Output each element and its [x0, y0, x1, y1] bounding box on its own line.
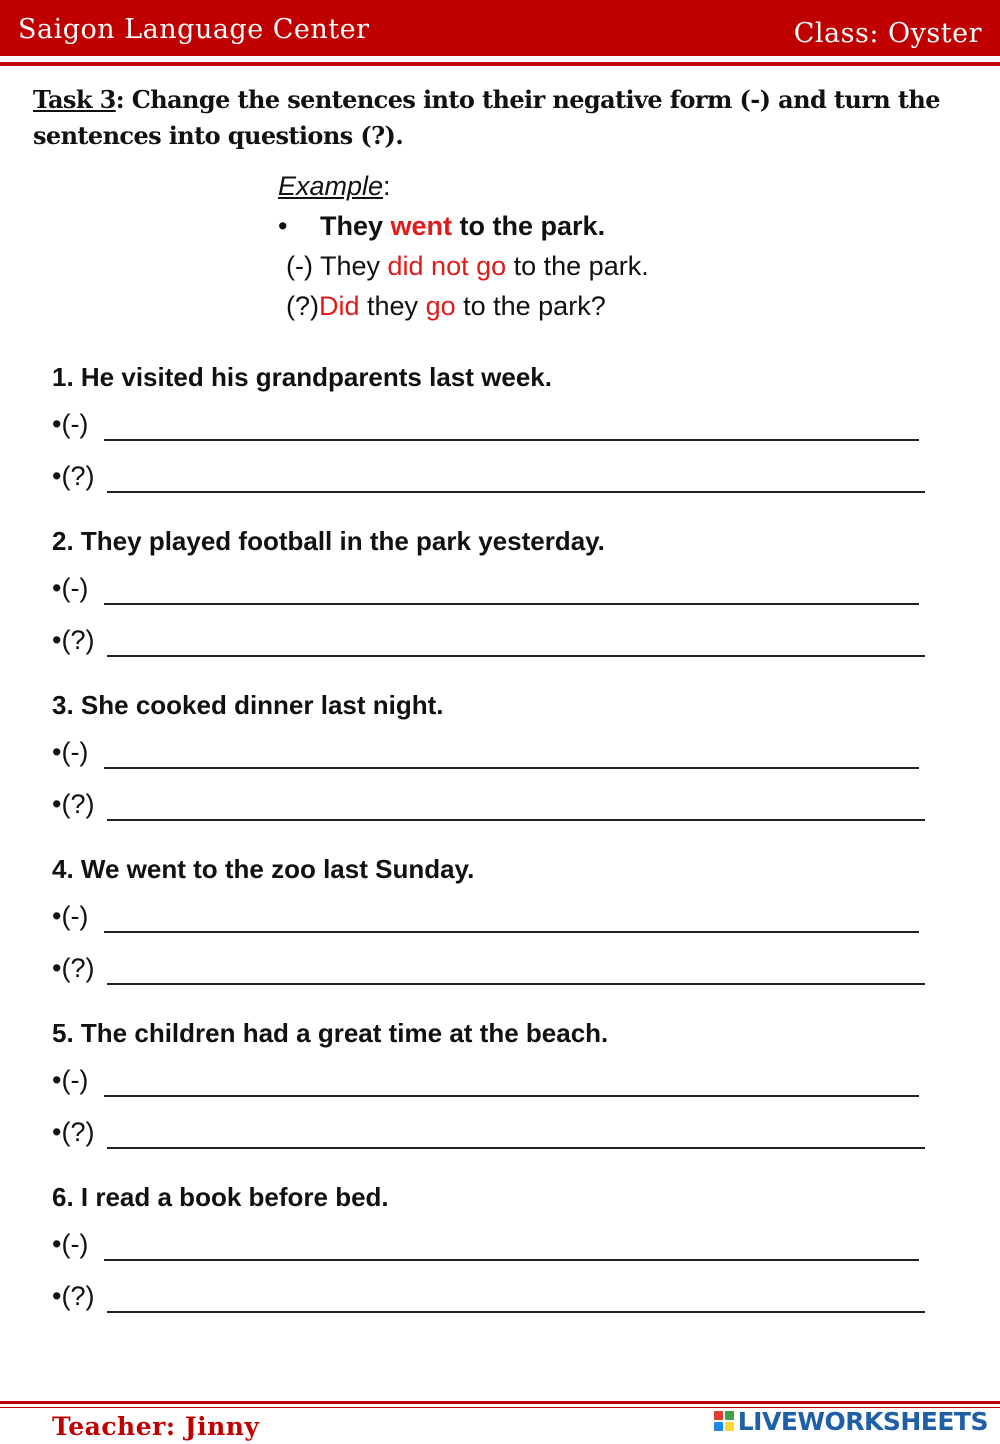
question-answer-field[interactable]	[52, 1267, 952, 1319]
question-answer-field[interactable]	[52, 939, 952, 991]
header-band	[0, 0, 1000, 56]
brand-text: LIVEWORKSHEETS	[737, 1406, 988, 1436]
example-question-marker: (?)	[286, 291, 319, 321]
negative-label: •(-)	[52, 1065, 89, 1095]
negative-label: •(-)	[52, 1229, 89, 1259]
exercise-sentence: 1. He visited his grandparents last week.	[52, 362, 552, 392]
exercise-item	[52, 1179, 952, 1319]
exercise-item	[52, 1015, 952, 1155]
answer-line[interactable]	[104, 767, 919, 769]
answer-line[interactable]	[104, 603, 919, 605]
question-label: •(?)	[52, 461, 95, 491]
question-answer-field[interactable]	[52, 611, 952, 663]
answer-line[interactable]	[107, 655, 925, 657]
exercise-sentence: 2. They played football in the park yesterday.	[52, 526, 605, 556]
class-label: Class: Oyster	[793, 18, 982, 49]
exercise-sentence: 6. I read a book before bed.	[52, 1182, 389, 1212]
answer-line[interactable]	[104, 1259, 919, 1261]
question-answer-field[interactable]	[52, 775, 952, 827]
negative-label: •(-)	[52, 573, 89, 603]
negative-answer-field[interactable]	[52, 1051, 952, 1103]
question-label: •(?)	[52, 1281, 95, 1311]
answer-line[interactable]	[104, 439, 919, 441]
example-sentence-verb: went	[390, 211, 453, 241]
logo-square	[714, 1422, 723, 1431]
example-block	[278, 166, 798, 326]
logo-square	[714, 1411, 723, 1420]
example-sentence-post: to the park.	[452, 211, 606, 241]
exercise-sentence: 4. We went to the zoo last Sunday.	[52, 854, 475, 884]
question-label: •(?)	[52, 789, 95, 819]
example-colon: :	[383, 171, 391, 201]
question-label: •(?)	[52, 1117, 95, 1147]
exercise-sentence: 5. The children had a great time at the beach.	[52, 1018, 609, 1048]
example-question-post: to the park?	[455, 291, 606, 321]
example-heading	[278, 166, 798, 206]
school-name: Saigon Language Center	[18, 14, 370, 45]
example-sentence	[278, 206, 798, 246]
exercise-item	[52, 523, 952, 663]
exercise-sentence: 3. She cooked dinner last night.	[52, 690, 444, 720]
negative-answer-field[interactable]	[52, 1215, 952, 1267]
exercise-item	[52, 851, 952, 991]
question-label: •(?)	[52, 953, 95, 983]
example-question-aux: Did	[319, 291, 360, 321]
question-answer-field[interactable]	[52, 1103, 952, 1155]
example-negative-verb: did not go	[387, 251, 507, 281]
task-text: : Change the sentences into their negative form (-) and turn the sentences into questions (?).	[33, 85, 940, 150]
answer-line[interactable]	[104, 1095, 919, 1097]
example-negative-marker: (-) They	[286, 251, 388, 281]
exercise-item	[52, 359, 952, 499]
liveworksheets-logo-icon	[714, 1411, 734, 1431]
answer-line[interactable]	[107, 819, 925, 821]
negative-label: •(-)	[52, 901, 89, 931]
exercise-item	[52, 687, 952, 827]
answer-line[interactable]	[104, 931, 919, 933]
negative-answer-field[interactable]	[52, 887, 952, 939]
answer-line[interactable]	[107, 983, 925, 985]
logo-square	[725, 1411, 734, 1420]
task-label: Task 3	[33, 85, 116, 114]
negative-answer-field[interactable]	[52, 559, 952, 611]
negative-label: •(-)	[52, 409, 89, 439]
example-question	[278, 286, 798, 326]
example-sentence-pre: They	[320, 211, 391, 241]
task-instruction	[33, 82, 973, 154]
question-label: •(?)	[52, 625, 95, 655]
bullet-icon: •	[278, 211, 288, 241]
liveworksheets-brand[interactable]	[714, 1403, 988, 1439]
answer-line[interactable]	[107, 1147, 925, 1149]
logo-square	[725, 1422, 734, 1431]
example-negative	[278, 246, 798, 286]
answer-line[interactable]	[107, 491, 925, 493]
header-divider	[0, 62, 1000, 66]
negative-answer-field[interactable]	[52, 723, 952, 775]
example-negative-post: to the park.	[506, 251, 649, 281]
question-answer-field[interactable]	[52, 447, 952, 499]
negative-answer-field[interactable]	[52, 395, 952, 447]
example-title: Example	[278, 171, 384, 201]
answer-line[interactable]	[107, 1311, 925, 1313]
example-question-mid: they	[359, 291, 426, 321]
teacher-name: Teacher: Jinny	[52, 1412, 260, 1441]
example-question-verb: go	[425, 291, 456, 321]
negative-label: •(-)	[52, 737, 89, 767]
